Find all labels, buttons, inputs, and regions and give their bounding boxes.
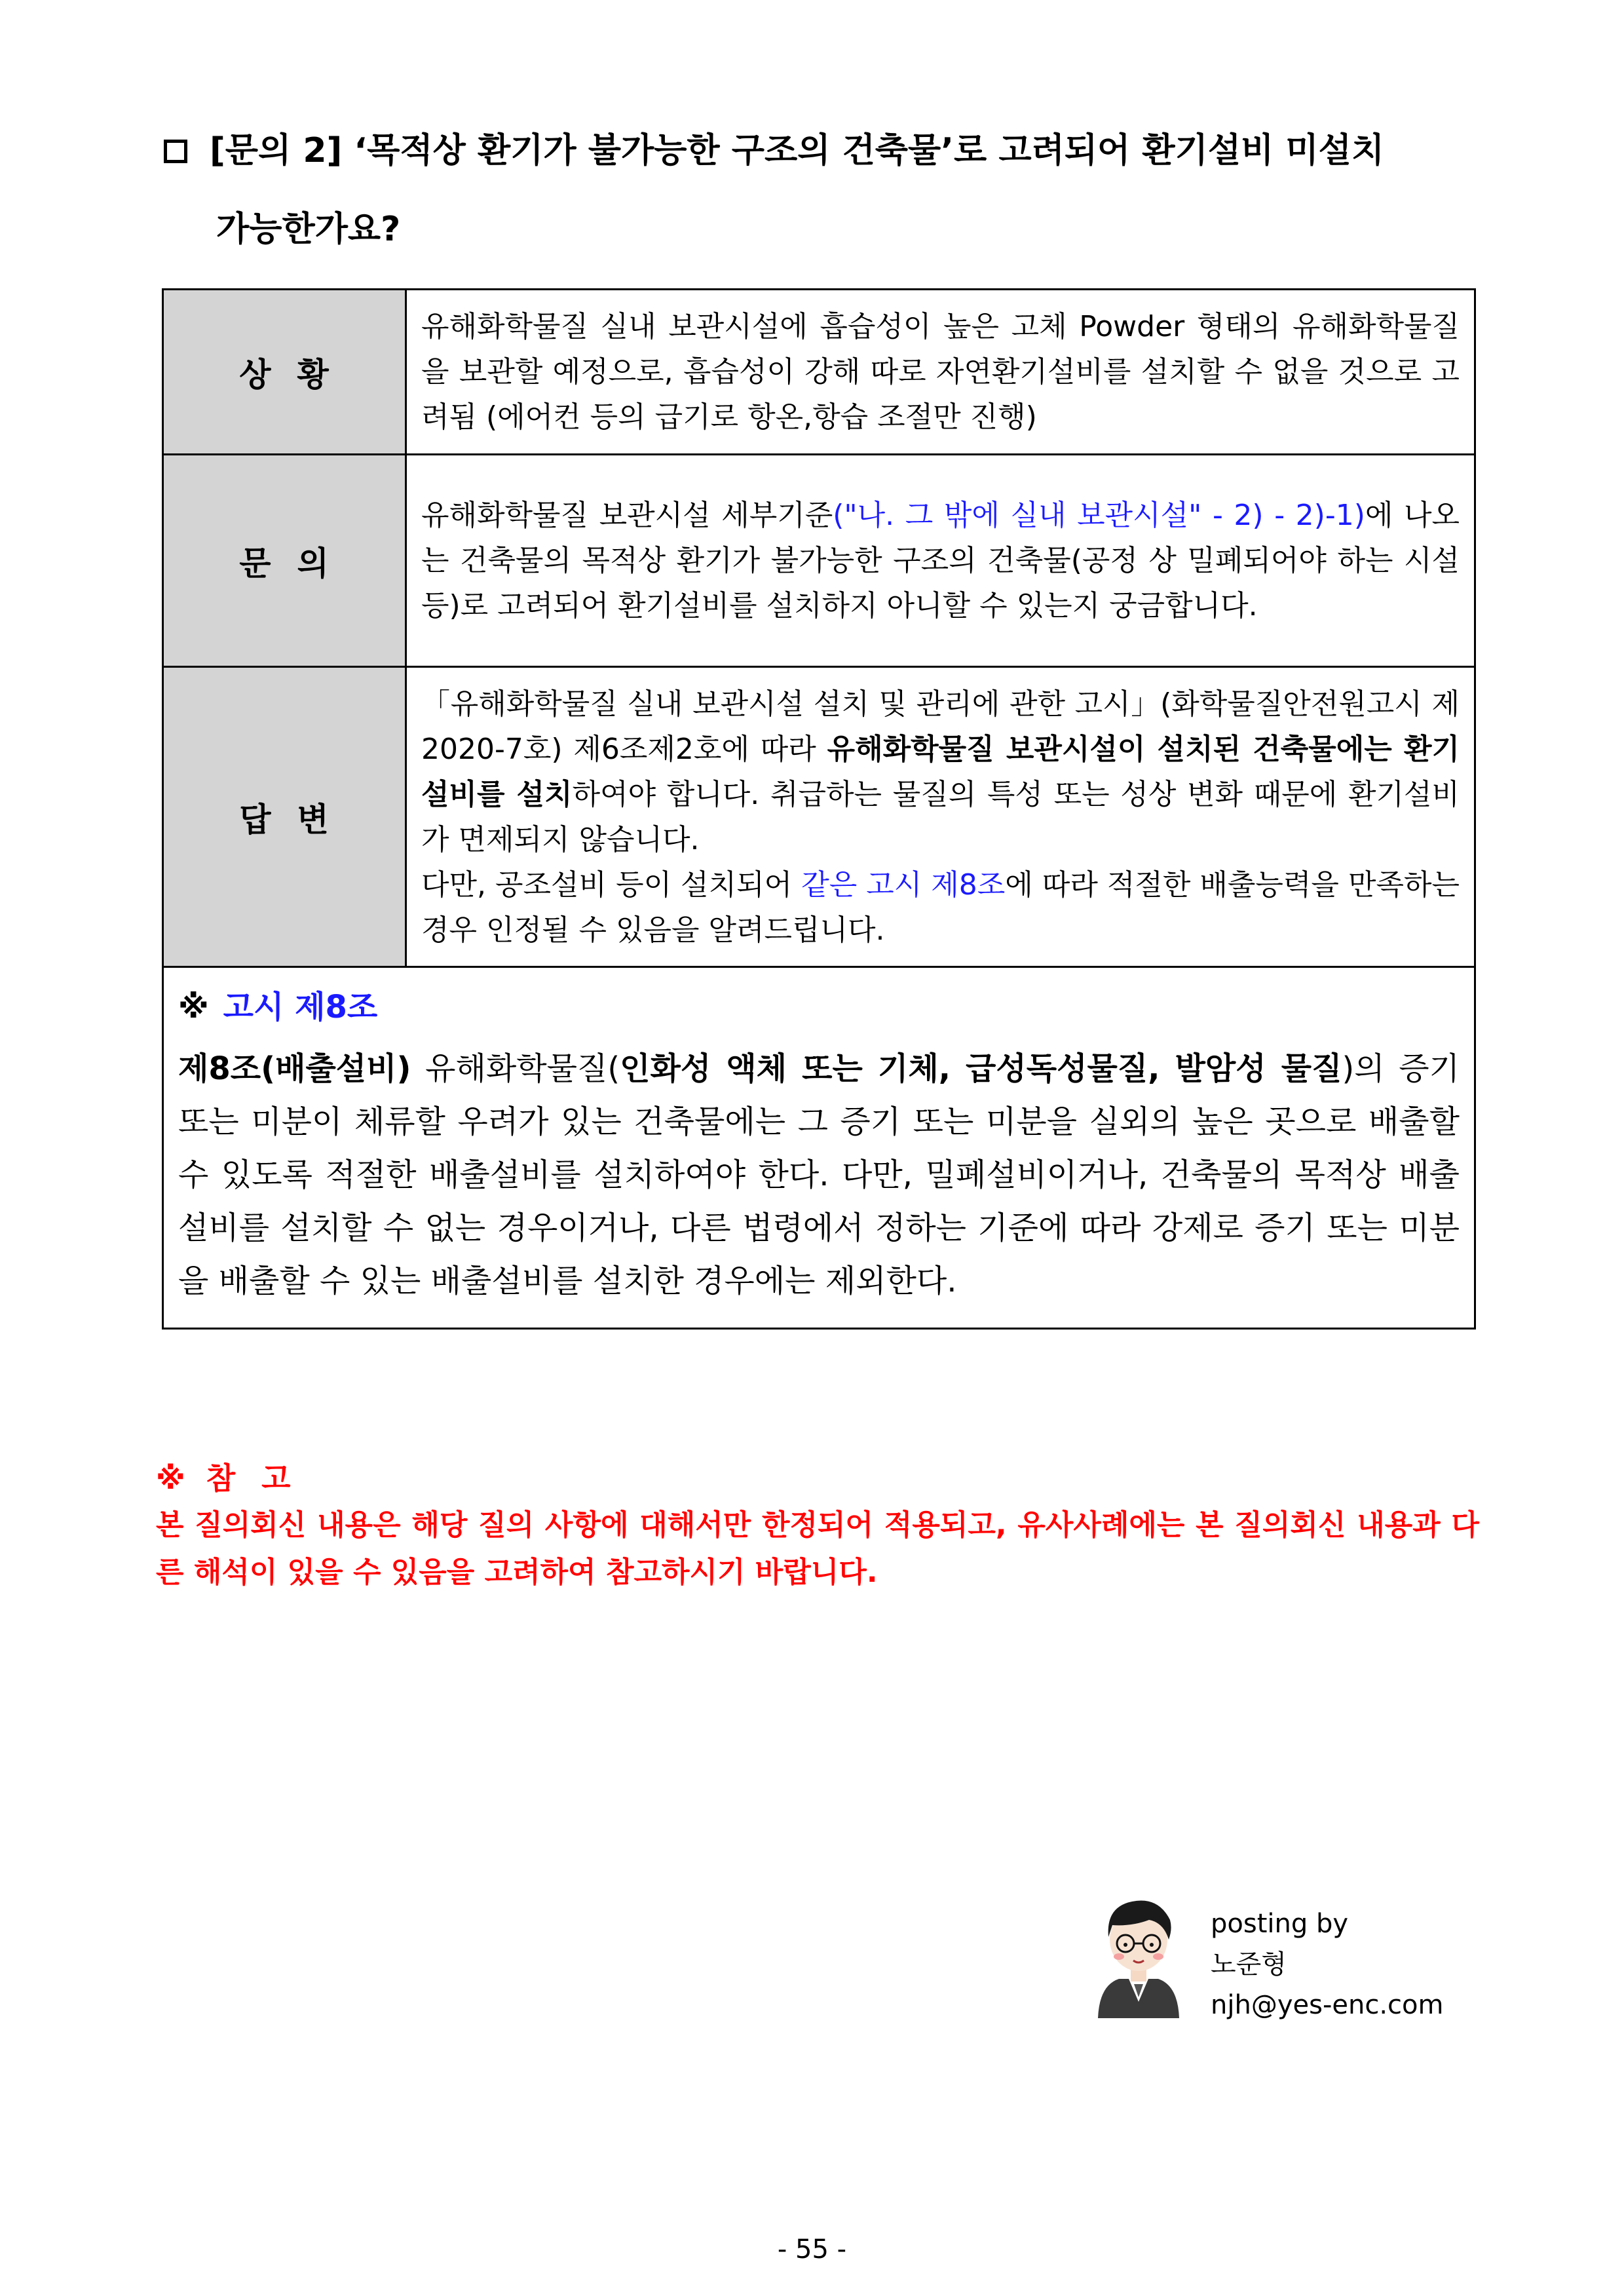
author-avatar	[1093, 1887, 1184, 2018]
note-row	[163, 967, 1475, 1329]
inquiry-text-a: 유해화학물질 보관시설 세부기준	[421, 499, 833, 532]
answer-row	[163, 667, 1475, 967]
reference-heading	[156, 1455, 1479, 1502]
answer-p2-text: 다만, 공조설비 등이 설치되어	[421, 868, 802, 902]
page-number: - 55 -	[777, 2234, 847, 2265]
author-info	[1211, 1904, 1443, 2025]
reference-notice	[156, 1455, 1479, 1596]
note-substances: 인화성 액체 또는 기체, 급성독성물질, 발암성 물질	[620, 1050, 1342, 1087]
answer-paragraph-2	[421, 862, 1460, 953]
answer-p1-tail: 하여야 합니다. 취급하는 물질의 특성 또는 성상 변화 때문에 환기설비가 면제되지 않습니다.	[421, 777, 1460, 856]
author-email: njh@yes-enc.com	[1211, 1990, 1444, 2020]
inquiry-row	[163, 455, 1475, 667]
situation-text: 유해화학물질 실내 보관시설에 흡습성이 높은 고체 Powder 형태의 유해화학물질을 보관할 예정으로, 흡습성이 강해 따로 자연환기설비를 설치할 수 없을 것으로 고려됨 (에어컨 등의 급기로 항온,항습 조절만 진행)	[406, 290, 1475, 455]
posting-label: posting by	[1211, 1909, 1349, 1939]
inquiry-text	[406, 455, 1475, 667]
note-text-b: )의 증기 또는 미분이 체류할 우려가 있는 건축물에는 그 증기 또는 미분을 실외의 높은 곳으로 배출할 수 있도록 적절한 배출설비를 설치하여야 한다. 다만, 밀폐설비이거나, 건축물의 목적상 배출설비를 설치할 수 없는 경우이거나, 다른 법령에서 정하는 기준에 따라 강제로 증기 또는 미분을 배출할 수 있는 배출설비를 설치한 경우에는 제외한다.	[178, 1050, 1460, 1299]
note-title	[178, 981, 1460, 1033]
answer-text	[406, 667, 1475, 967]
answer-p1-text: 「유해화학물질 실내 보관시설 설치 및 관리에 관한 고시」(화학물질안전원고시 제2020-7호) 제6조제2호에 따라	[421, 687, 1460, 766]
question-title-line1: [문의 2] ‘목적상 환기가 불가능한 구조의 건축물’로 고려되어 환기설비 미설치	[210, 131, 1385, 170]
reference-mark-icon: ※	[178, 989, 209, 1025]
reference-text: 본 질의회신 내용은 해당 질의 사항에 대해서만 한정되어 적용되고, 유사사례에는 본 질의회신 내용과 다른 해석이 있을 수 있음을 고려하여 참고하시기 바랍니다.	[156, 1508, 1479, 1589]
question-title	[164, 111, 1487, 269]
note-body	[178, 1043, 1460, 1308]
note-cell	[163, 967, 1475, 1329]
answer-label: 답변	[163, 667, 406, 967]
qa-table	[162, 288, 1476, 1330]
answer-p2-link: 같은 고시 제8조	[801, 868, 1006, 902]
inquiry-text-b: 에 나오는 건축물의 목적상 환기가 불가능한 구조의 건축물(공정 상 밀폐되어야 하는 시설 등)로 고려되어 환기설비를 설치하지 아니할 수 있는지 궁금합니다.	[421, 499, 1460, 622]
answer-paragraph-1	[421, 681, 1460, 862]
answer-p1-bold: 유해화학물질 보관시설이 설치된 건축물에는 환기설비를 설치	[421, 732, 1460, 811]
reference-heading-text: 참고	[206, 1461, 317, 1496]
inquiry-label: 문의	[163, 455, 406, 667]
checkbox-bullet-icon	[164, 140, 187, 163]
question-title-line2: 가능한가요?	[216, 210, 401, 249]
author-name: 노준형	[1211, 1949, 1287, 1980]
note-text-a: 유해화학물질(	[411, 1050, 620, 1087]
situation-row	[163, 290, 1475, 455]
situation-label: 상황	[163, 290, 406, 455]
reference-mark: ※	[156, 1461, 188, 1496]
note-article: 제8조(배출설비)	[178, 1050, 411, 1087]
inquiry-reference-link: ("나. 그 밖에 실내 보관시설" - 2) - 2)-1)	[833, 499, 1365, 532]
note-title-text: 고시 제8조	[223, 989, 378, 1025]
answer-p2-tail: 에 따라 적절한 배출능력을 만족하는 경우 인정될 수 있음을 알려드립니다.	[421, 868, 1460, 947]
